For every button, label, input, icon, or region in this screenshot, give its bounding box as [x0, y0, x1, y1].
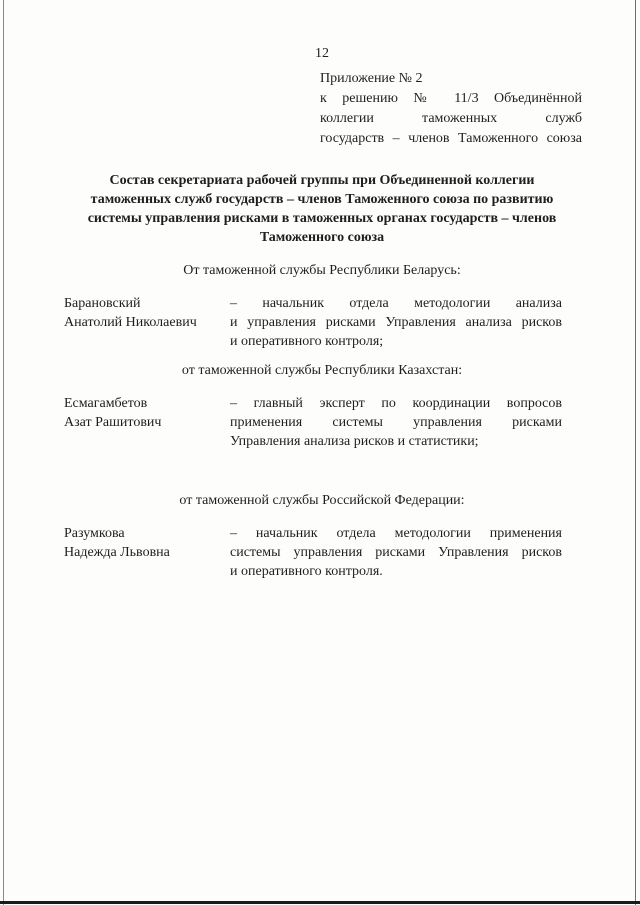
scan-edge-right: [635, 0, 636, 905]
document-title: [64, 171, 580, 247]
entry-name-line: Анатолий Николаевич: [64, 315, 197, 330]
description-line: – начальник отдела методологии применения: [230, 526, 562, 541]
title-line: таможенных служб государств – членов Таможенного союза по развитию: [90, 192, 554, 207]
entry-name-line: Разумкова: [64, 526, 125, 541]
title-line: Таможенного союза: [259, 230, 385, 245]
description-line: и оперативного контроля;: [230, 334, 384, 349]
scan-edge-bottom: [0, 901, 640, 904]
description-line: применения системы управления рисками: [230, 415, 562, 430]
section-heading-kazakhstan: от таможенной службы Республики Казахстан:: [181, 363, 463, 378]
section-heading-belarus: От таможенной службы Республики Беларусь:: [183, 263, 461, 278]
title-line: системы управления рисками в таможенных органах государств – членов: [87, 211, 557, 226]
entry-name: [64, 524, 230, 581]
description-line: и оперативного контроля.: [230, 564, 383, 579]
entry-name-line: Барановский: [64, 296, 141, 311]
title-line: Состав секретариата рабочей группы при Объединенной коллегии: [109, 173, 535, 188]
description-line: – начальник отдела методологии анализа: [230, 296, 562, 311]
entry-description: [230, 294, 562, 351]
entry-belarus: [64, 294, 580, 351]
entry-description: [230, 524, 562, 581]
entry-kazakhstan: [64, 394, 580, 451]
appendix-line: государств – членов Таможенного союза: [320, 131, 582, 146]
appendix-line: к решению № 11/3 Объединённой: [320, 91, 582, 106]
entry-name-line: Надежда Львовна: [64, 545, 170, 560]
entry-name: [64, 394, 230, 451]
page-number: 12: [315, 46, 329, 61]
entry-name-line: Есмагамбетов: [64, 396, 148, 411]
entry-name-line: Азат Рашитович: [64, 415, 162, 430]
appendix-line: Приложение № 2: [320, 71, 423, 86]
entry-description: [230, 394, 562, 451]
entry-name: [64, 294, 230, 351]
entry-russia: [64, 524, 580, 581]
description-line: и управления рисками Управления анализа рисков: [230, 315, 562, 330]
description-line: – главный эксперт по координации вопросов: [230, 396, 562, 411]
scan-edge-left: [3, 0, 4, 905]
description-line: системы управления рисками Управления рисков: [230, 545, 562, 560]
description-line: Управления анализа рисков и статистики;: [230, 434, 479, 449]
appendix-line: коллегии таможенных служб: [320, 111, 582, 126]
appendix-block: [320, 69, 582, 149]
section-heading-russia: от таможенной службы Российской Федерации:: [179, 493, 465, 508]
